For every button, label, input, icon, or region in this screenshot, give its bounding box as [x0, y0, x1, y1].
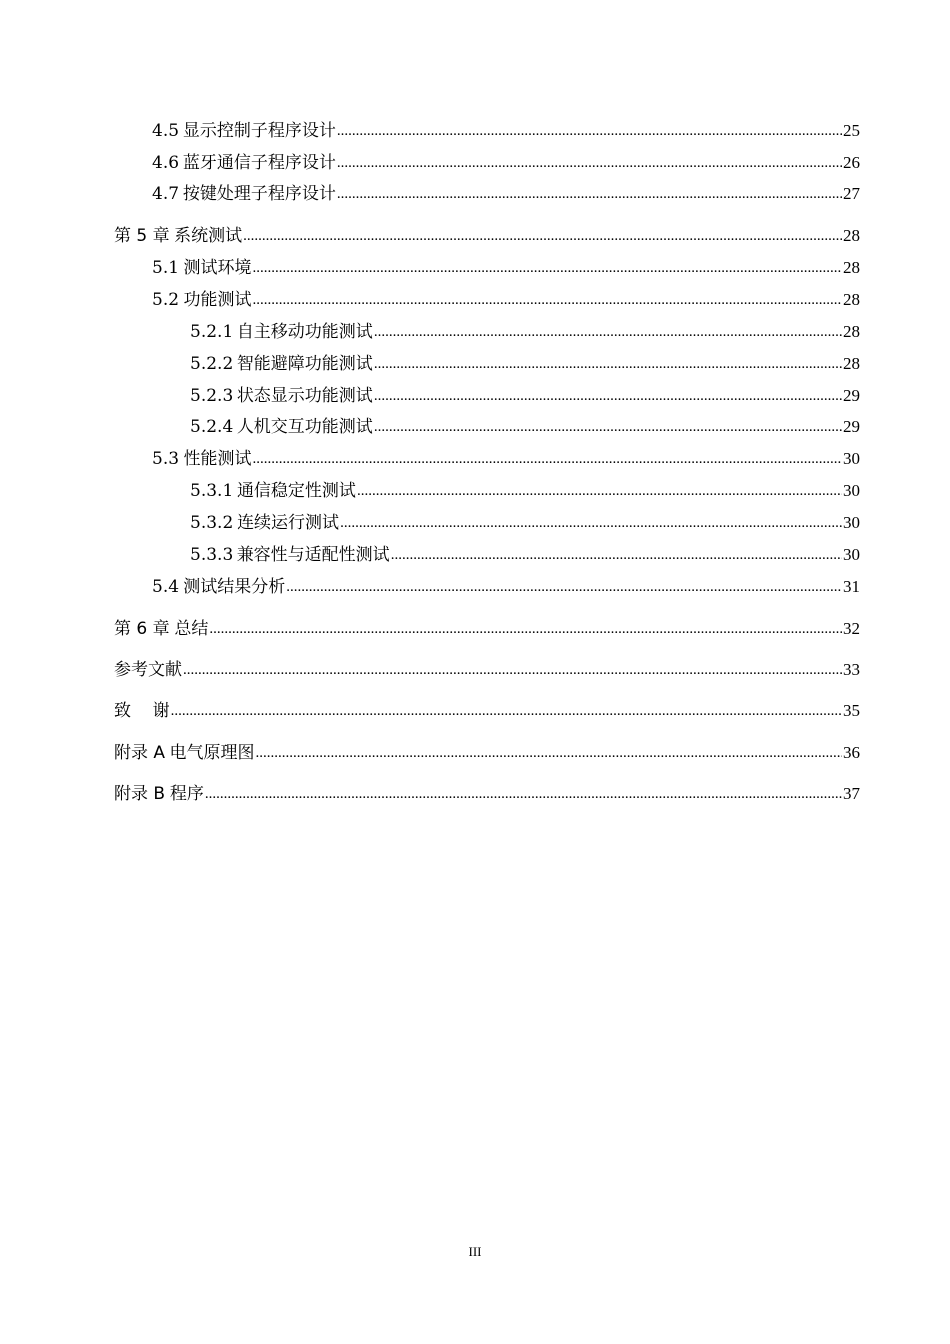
- toc-entry[interactable]: [152, 448, 860, 470]
- toc-entry-title: 总结: [174, 619, 209, 639]
- toc-leader-dots: [374, 352, 842, 375]
- toc-entry-number: 4.7: [152, 184, 180, 204]
- toc-entry[interactable]: [152, 120, 860, 142]
- toc-leader-dots: [209, 617, 842, 640]
- toc-entry-number: 5.2.2: [190, 354, 234, 374]
- toc-entry[interactable]: [152, 152, 860, 174]
- toc-leader-dots: [337, 119, 842, 142]
- toc-leader-dots: [357, 479, 842, 502]
- toc-entry-title: 系统测试: [174, 226, 243, 246]
- toc-entry-title: 蓝牙通信子程序设计: [182, 153, 336, 173]
- toc-leader-dots: [340, 511, 842, 534]
- toc-entry-title: 连续运行测试: [237, 513, 340, 533]
- toc-entry[interactable]: [190, 544, 860, 566]
- toc-entry-page: 33: [843, 660, 860, 679]
- toc-entry[interactable]: [152, 183, 860, 205]
- toc-leader-dots: [391, 543, 842, 566]
- toc-entry-page: 30: [843, 513, 860, 532]
- toc-entry[interactable]: [152, 257, 860, 279]
- toc-entry-title: 测试结果分析: [183, 577, 286, 597]
- toc-entry-title: 通信稳定性测试: [236, 481, 356, 501]
- toc-chapter-entry[interactable]: [114, 659, 860, 681]
- toc-entry-page: 28: [843, 322, 860, 341]
- toc-entry-number: 附录 A: [114, 743, 166, 763]
- toc-entry[interactable]: [190, 512, 860, 534]
- toc-leader-dots: [374, 320, 842, 343]
- toc-entry-title: 性能测试: [183, 449, 252, 469]
- toc-entry[interactable]: [190, 353, 860, 375]
- toc-entry-number: 第 5 章: [114, 226, 170, 246]
- toc-entry-number: 5.3.3: [190, 545, 234, 565]
- toc-entry-title: 兼容性与适配性测试: [236, 545, 390, 565]
- toc-entry-page: 27: [843, 184, 860, 203]
- toc-entry[interactable]: [152, 289, 860, 311]
- toc-entry-number: 5.2.3: [190, 386, 234, 406]
- toc-entry-page: 28: [843, 354, 860, 373]
- toc-entry-title: 测试环境: [183, 258, 252, 278]
- toc-entry[interactable]: [190, 480, 860, 502]
- toc-entry-title: 状态显示功能测试: [236, 386, 373, 406]
- toc-entry-title: 智能避障功能测试: [236, 354, 373, 374]
- toc-leader-dots: [205, 782, 842, 805]
- toc-entry[interactable]: [190, 385, 860, 407]
- toc-entry[interactable]: [190, 321, 860, 343]
- toc-entry-number: 5.3: [152, 449, 180, 469]
- toc-entry-title: 参考文献: [114, 660, 182, 680]
- toc-chapter-entry[interactable]: [114, 783, 860, 805]
- toc-entry-title: 程序: [169, 784, 204, 804]
- toc-leader-dots: [253, 447, 842, 470]
- toc-entry[interactable]: [152, 576, 860, 598]
- toc-entry-page: 28: [843, 258, 860, 277]
- toc-entry-number: 第 6 章: [114, 619, 170, 639]
- toc-chapter-entry[interactable]: [114, 742, 860, 764]
- toc-entry-title: 电气原理图: [169, 743, 255, 763]
- toc-entry-number: 5.4: [152, 577, 180, 597]
- toc-entry-page: 31: [843, 577, 860, 596]
- toc-entry-number: 5.2: [152, 290, 180, 310]
- page-number: III: [468, 1244, 482, 1259]
- toc-entry-title: 按键处理子程序设计: [182, 184, 336, 204]
- toc-leader-dots: [374, 415, 842, 438]
- toc-leader-dots: [374, 384, 842, 407]
- toc-entry-page: 36: [843, 743, 860, 762]
- toc-leader-dots: [171, 699, 842, 722]
- toc-leader-dots: [255, 741, 842, 764]
- toc-entry-number: 4.5: [152, 121, 180, 141]
- toc-entry-page: 30: [843, 449, 860, 468]
- toc-entry-page: 28: [843, 290, 860, 309]
- toc-entry-number: 5.1: [152, 258, 180, 278]
- toc-entry-page: 29: [843, 386, 860, 405]
- toc-entry-page: 25: [843, 121, 860, 140]
- toc-leader-dots: [253, 256, 842, 279]
- toc-entry-page: 28: [843, 226, 860, 245]
- toc-entry-title: 显示控制子程序设计: [182, 121, 336, 141]
- toc-chapter-entry[interactable]: [114, 700, 860, 722]
- toc-entry-title: 功能测试: [183, 290, 252, 310]
- toc-entry-number: 5.3.1: [190, 481, 234, 501]
- toc-entry-number: 5.2.4: [190, 417, 234, 437]
- toc-leader-dots: [337, 151, 842, 174]
- toc-entry-title: 自主移动功能测试: [236, 322, 373, 342]
- toc-entry-page: 32: [843, 619, 860, 638]
- toc-entry-page: 30: [843, 481, 860, 500]
- toc-chapter-entry[interactable]: [114, 618, 860, 640]
- toc-entry-number: 5.3.2: [190, 513, 234, 533]
- toc-entry-page: 26: [843, 153, 860, 172]
- toc-entry-page: 37: [843, 784, 860, 803]
- toc-leader-dots: [243, 224, 842, 247]
- toc-entry[interactable]: [190, 416, 860, 438]
- toc-entry-title: 致 谢: [114, 701, 170, 721]
- toc-entry-number: 4.6: [152, 153, 180, 173]
- toc-entry-page: 29: [843, 417, 860, 436]
- toc-entry-page: 30: [843, 545, 860, 564]
- toc-entry-number: 5.2.1: [190, 322, 234, 342]
- toc-leader-dots: [253, 288, 842, 311]
- toc-leader-dots: [183, 658, 842, 681]
- toc-leader-dots: [337, 182, 842, 205]
- toc-chapter-entry[interactable]: [114, 225, 860, 247]
- toc-entry-title: 人机交互功能测试: [236, 417, 373, 437]
- toc-entry-number: 附录 B: [114, 784, 166, 804]
- toc-entry-page: 35: [843, 701, 860, 720]
- toc-leader-dots: [286, 575, 842, 598]
